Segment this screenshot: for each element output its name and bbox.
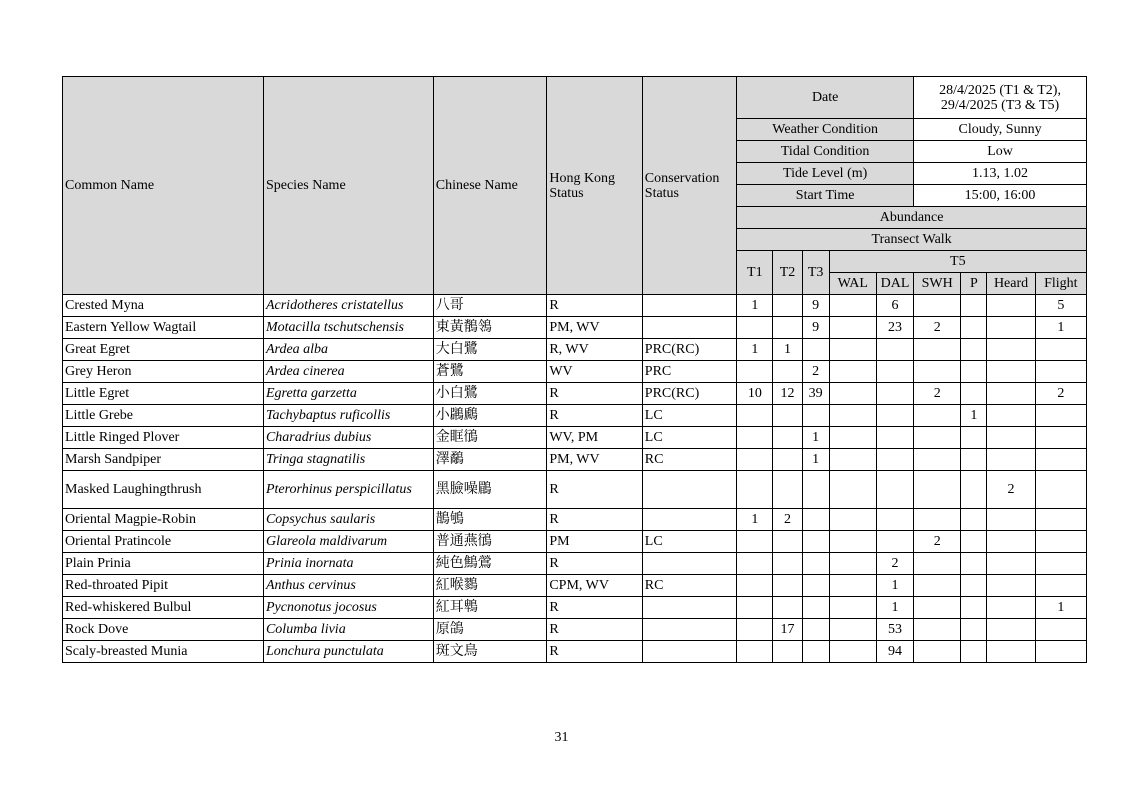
count-cell-t3: 9 xyxy=(802,317,829,339)
species-name-cell: Lonchura punctulata xyxy=(263,641,433,663)
tidal-label: Tidal Condition xyxy=(737,141,914,163)
count-cell-t2 xyxy=(773,361,802,383)
count-cell-p xyxy=(961,317,987,339)
count-cell-wal xyxy=(829,295,876,317)
species-name-cell: Egretta garzetta xyxy=(263,383,433,405)
count-cell-heard xyxy=(987,619,1035,641)
count-cell-flight xyxy=(1035,427,1086,449)
count-cell-flight xyxy=(1035,471,1086,509)
count-cell-t1 xyxy=(737,553,773,575)
count-cell-t2: 2 xyxy=(773,509,802,531)
chinese-name-cell: 普通燕鴴 xyxy=(433,531,547,553)
count-cell-heard xyxy=(987,597,1035,619)
count-cell-wal xyxy=(829,405,876,427)
table-row xyxy=(63,295,1087,317)
count-cell-t2 xyxy=(773,641,802,663)
count-cell-t2: 17 xyxy=(773,619,802,641)
count-cell-heard xyxy=(987,509,1035,531)
conservation-status-cell xyxy=(642,509,736,531)
count-cell-flight xyxy=(1035,575,1086,597)
hk-status-cell: R xyxy=(547,471,642,509)
table-row xyxy=(63,619,1087,641)
chinese-name-cell: 鵲鴝 xyxy=(433,509,547,531)
count-cell-heard xyxy=(987,553,1035,575)
count-cell-swh: 2 xyxy=(914,531,961,553)
count-cell-heard xyxy=(987,361,1035,383)
t5-label: T5 xyxy=(829,251,1086,273)
table-row xyxy=(63,361,1087,383)
chinese-name-cell: 東黃鶺鴒 xyxy=(433,317,547,339)
count-cell-p xyxy=(961,361,987,383)
count-cell-swh xyxy=(914,553,961,575)
count-cell-dal: 2 xyxy=(876,553,913,575)
count-cell-t3 xyxy=(802,509,829,531)
header-species-name: Species Name xyxy=(263,77,433,295)
header-conservation-status: Conservation Status xyxy=(642,77,736,295)
conservation-status-cell: LC xyxy=(642,405,736,427)
column-swh: SWH xyxy=(914,273,961,295)
header-hk-status: Hong Kong Status xyxy=(547,77,642,295)
conservation-status-cell: PRC(RC) xyxy=(642,383,736,405)
transect-walk-label: Transect Walk xyxy=(737,229,1087,251)
table-row xyxy=(63,597,1087,619)
count-cell-p xyxy=(961,597,987,619)
header-common-name: Common Name xyxy=(63,77,264,295)
count-cell-t2 xyxy=(773,471,802,509)
count-cell-dal xyxy=(876,383,913,405)
count-cell-swh xyxy=(914,509,961,531)
count-cell-t3: 9 xyxy=(802,295,829,317)
conservation-status-cell xyxy=(642,553,736,575)
count-cell-t1: 10 xyxy=(737,383,773,405)
chinese-name-cell: 八哥 xyxy=(433,295,547,317)
chinese-name-cell: 金眶鴴 xyxy=(433,427,547,449)
count-cell-dal xyxy=(876,339,913,361)
conservation-status-cell: PRC(RC) xyxy=(642,339,736,361)
count-cell-flight: 2 xyxy=(1035,383,1086,405)
species-name-cell: Tringa stagnatilis xyxy=(263,449,433,471)
column-t2: T2 xyxy=(773,251,802,295)
common-name-cell: Rock Dove xyxy=(63,619,264,641)
count-cell-dal xyxy=(876,531,913,553)
conservation-status-cell xyxy=(642,641,736,663)
common-name-cell: Marsh Sandpiper xyxy=(63,449,264,471)
count-cell-dal: 1 xyxy=(876,597,913,619)
hk-status-cell: PM, WV xyxy=(547,317,642,339)
species-name-cell: Charadrius dubius xyxy=(263,427,433,449)
species-name-cell: Motacilla tschutschensis xyxy=(263,317,433,339)
count-cell-swh xyxy=(914,361,961,383)
count-cell-swh xyxy=(914,619,961,641)
count-cell-t1 xyxy=(737,361,773,383)
hk-status-cell: R xyxy=(547,295,642,317)
tidal-value: Low xyxy=(914,141,1087,163)
count-cell-p xyxy=(961,641,987,663)
count-cell-swh xyxy=(914,449,961,471)
conservation-status-cell: RC xyxy=(642,575,736,597)
conservation-status-cell: LC xyxy=(642,531,736,553)
tide-level-label: Tide Level (m) xyxy=(737,163,914,185)
common-name-cell: Eastern Yellow Wagtail xyxy=(63,317,264,339)
common-name-cell: Oriental Magpie-Robin xyxy=(63,509,264,531)
count-cell-flight xyxy=(1035,553,1086,575)
count-cell-flight xyxy=(1035,619,1086,641)
common-name-cell: Little Grebe xyxy=(63,405,264,427)
chinese-name-cell: 小白鷺 xyxy=(433,383,547,405)
column-wal: WAL xyxy=(829,273,876,295)
count-cell-t2: 12 xyxy=(773,383,802,405)
conservation-status-cell xyxy=(642,295,736,317)
chinese-name-cell: 紅喉鷚 xyxy=(433,575,547,597)
table-row xyxy=(63,449,1087,471)
count-cell-swh xyxy=(914,471,961,509)
count-cell-wal xyxy=(829,427,876,449)
table-row xyxy=(63,405,1087,427)
hk-status-cell: R xyxy=(547,509,642,531)
count-cell-flight xyxy=(1035,509,1086,531)
count-cell-t1 xyxy=(737,427,773,449)
count-cell-heard xyxy=(987,641,1035,663)
count-cell-swh xyxy=(914,641,961,663)
column-flight: Flight xyxy=(1035,273,1086,295)
table-row xyxy=(63,509,1087,531)
count-cell-wal xyxy=(829,317,876,339)
count-cell-heard xyxy=(987,575,1035,597)
count-cell-t3: 1 xyxy=(802,449,829,471)
count-cell-flight: 5 xyxy=(1035,295,1086,317)
conservation-status-cell xyxy=(642,471,736,509)
hk-status-cell: CPM, WV xyxy=(547,575,642,597)
count-cell-t2 xyxy=(773,405,802,427)
common-name-cell: Red-whiskered Bulbul xyxy=(63,597,264,619)
count-cell-t3 xyxy=(802,575,829,597)
count-cell-wal xyxy=(829,641,876,663)
conservation-status-cell xyxy=(642,597,736,619)
chinese-name-cell: 紅耳鵯 xyxy=(433,597,547,619)
count-cell-t1 xyxy=(737,317,773,339)
count-cell-flight xyxy=(1035,361,1086,383)
weather-label: Weather Condition xyxy=(737,119,914,141)
column-t1: T1 xyxy=(737,251,773,295)
start-time-value: 15:00, 16:00 xyxy=(914,185,1087,207)
common-name-cell: Plain Prinia xyxy=(63,553,264,575)
hk-status-cell: R xyxy=(547,553,642,575)
count-cell-heard xyxy=(987,317,1035,339)
count-cell-p xyxy=(961,509,987,531)
chinese-name-cell: 澤鷸 xyxy=(433,449,547,471)
species-name-cell: Columba livia xyxy=(263,619,433,641)
count-cell-wal xyxy=(829,553,876,575)
count-cell-dal xyxy=(876,405,913,427)
chinese-name-cell: 黑臉噪鶥 xyxy=(433,471,547,509)
count-cell-heard xyxy=(987,295,1035,317)
count-cell-p: 1 xyxy=(961,405,987,427)
count-cell-t1 xyxy=(737,449,773,471)
table-row xyxy=(63,471,1087,509)
common-name-cell: Great Egret xyxy=(63,339,264,361)
count-cell-t1 xyxy=(737,619,773,641)
table-row xyxy=(63,531,1087,553)
chinese-name-cell: 蒼鷺 xyxy=(433,361,547,383)
hk-status-cell: R xyxy=(547,383,642,405)
count-cell-flight: 1 xyxy=(1035,597,1086,619)
count-cell-swh xyxy=(914,427,961,449)
species-name-cell: Glareola maldivarum xyxy=(263,531,433,553)
common-name-cell: Little Ringed Plover xyxy=(63,427,264,449)
conservation-status-cell: LC xyxy=(642,427,736,449)
weather-value: Cloudy, Sunny xyxy=(914,119,1087,141)
count-cell-swh xyxy=(914,339,961,361)
hk-status-cell: WV xyxy=(547,361,642,383)
species-name-cell: Prinia inornata xyxy=(263,553,433,575)
count-cell-dal xyxy=(876,449,913,471)
chinese-name-cell: 斑文鳥 xyxy=(433,641,547,663)
count-cell-t1 xyxy=(737,597,773,619)
count-cell-wal xyxy=(829,619,876,641)
species-name-cell: Tachybaptus ruficollis xyxy=(263,405,433,427)
count-cell-dal xyxy=(876,509,913,531)
hk-status-cell: R, WV xyxy=(547,339,642,361)
count-cell-t3 xyxy=(802,531,829,553)
count-cell-t3: 2 xyxy=(802,361,829,383)
count-cell-dal: 53 xyxy=(876,619,913,641)
count-cell-heard xyxy=(987,427,1035,449)
count-cell-t1 xyxy=(737,531,773,553)
conservation-status-cell: PRC xyxy=(642,361,736,383)
count-cell-t2 xyxy=(773,575,802,597)
count-cell-heard xyxy=(987,383,1035,405)
count-cell-dal: 6 xyxy=(876,295,913,317)
table-row xyxy=(63,641,1087,663)
table-row xyxy=(63,339,1087,361)
chinese-name-cell: 大白鷺 xyxy=(433,339,547,361)
count-cell-p xyxy=(961,449,987,471)
common-name-cell: Crested Myna xyxy=(63,295,264,317)
count-cell-t3: 39 xyxy=(802,383,829,405)
count-cell-swh: 2 xyxy=(914,383,961,405)
count-cell-swh xyxy=(914,575,961,597)
table-row xyxy=(63,575,1087,597)
chinese-name-cell: 純色鷦鶯 xyxy=(433,553,547,575)
count-cell-wal xyxy=(829,509,876,531)
hk-status-cell: PM xyxy=(547,531,642,553)
count-cell-flight xyxy=(1035,449,1086,471)
count-cell-t2 xyxy=(773,597,802,619)
count-cell-t3: 1 xyxy=(802,427,829,449)
species-name-cell: Acridotheres cristatellus xyxy=(263,295,433,317)
column-t3: T3 xyxy=(802,251,829,295)
count-cell-wal xyxy=(829,361,876,383)
start-time-label: Start Time xyxy=(737,185,914,207)
species-name-cell: Pterorhinus perspicillatus xyxy=(263,471,433,509)
count-cell-t3 xyxy=(802,339,829,361)
abundance-label: Abundance xyxy=(737,207,1087,229)
table-row xyxy=(63,317,1087,339)
table-row xyxy=(63,553,1087,575)
count-cell-wal xyxy=(829,471,876,509)
species-name-cell: Ardea alba xyxy=(263,339,433,361)
count-cell-heard xyxy=(987,405,1035,427)
count-cell-t1: 1 xyxy=(737,339,773,361)
header-chinese-name: Chinese Name xyxy=(433,77,547,295)
count-cell-t1 xyxy=(737,405,773,427)
count-cell-flight xyxy=(1035,641,1086,663)
hk-status-cell: PM, WV xyxy=(547,449,642,471)
count-cell-swh xyxy=(914,405,961,427)
count-cell-flight xyxy=(1035,405,1086,427)
count-cell-swh xyxy=(914,295,961,317)
count-cell-heard xyxy=(987,531,1035,553)
count-cell-heard xyxy=(987,449,1035,471)
count-cell-t3 xyxy=(802,471,829,509)
common-name-cell: Oriental Pratincole xyxy=(63,531,264,553)
count-cell-heard: 2 xyxy=(987,471,1035,509)
count-cell-t2 xyxy=(773,295,802,317)
count-cell-wal xyxy=(829,383,876,405)
count-cell-wal xyxy=(829,449,876,471)
column-dal: DAL xyxy=(876,273,913,295)
species-name-cell: Copsychus saularis xyxy=(263,509,433,531)
count-cell-heard xyxy=(987,339,1035,361)
count-cell-t1 xyxy=(737,471,773,509)
count-cell-t2 xyxy=(773,317,802,339)
count-cell-flight xyxy=(1035,339,1086,361)
count-cell-p xyxy=(961,619,987,641)
date-value: 28/4/2025 (T1 & T2), 29/4/2025 (T3 & T5) xyxy=(914,77,1087,119)
tide-level-value: 1.13, 1.02 xyxy=(914,163,1087,185)
count-cell-dal xyxy=(876,361,913,383)
count-cell-p xyxy=(961,471,987,509)
conservation-status-cell: RC xyxy=(642,449,736,471)
table-row xyxy=(63,427,1087,449)
count-cell-flight xyxy=(1035,531,1086,553)
count-cell-t2 xyxy=(773,553,802,575)
page-number: 31 xyxy=(554,730,569,745)
hk-status-cell: R xyxy=(547,619,642,641)
count-cell-p xyxy=(961,295,987,317)
count-cell-t1 xyxy=(737,641,773,663)
count-cell-t3 xyxy=(802,641,829,663)
count-cell-p xyxy=(961,531,987,553)
count-cell-wal xyxy=(829,339,876,361)
common-name-cell: Little Egret xyxy=(63,383,264,405)
common-name-cell: Masked Laughingthrush xyxy=(63,471,264,509)
species-name-cell: Anthus cervinus xyxy=(263,575,433,597)
conservation-status-cell xyxy=(642,317,736,339)
column-heard: Heard xyxy=(987,273,1035,295)
bird-survey-table xyxy=(62,76,1087,663)
species-name-cell: Pycnonotus jocosus xyxy=(263,597,433,619)
count-cell-p xyxy=(961,575,987,597)
count-cell-t2 xyxy=(773,427,802,449)
count-cell-flight: 1 xyxy=(1035,317,1086,339)
hk-status-cell: R xyxy=(547,641,642,663)
count-cell-dal: 94 xyxy=(876,641,913,663)
count-cell-t3 xyxy=(802,597,829,619)
hk-status-cell: WV, PM xyxy=(547,427,642,449)
count-cell-p xyxy=(961,427,987,449)
count-cell-p xyxy=(961,383,987,405)
count-cell-wal xyxy=(829,575,876,597)
count-cell-dal: 23 xyxy=(876,317,913,339)
count-cell-swh xyxy=(914,597,961,619)
count-cell-t2 xyxy=(773,449,802,471)
count-cell-p xyxy=(961,553,987,575)
chinese-name-cell: 小鸊鷉 xyxy=(433,405,547,427)
date-label: Date xyxy=(737,77,914,119)
count-cell-t1: 1 xyxy=(737,509,773,531)
table-row xyxy=(63,383,1087,405)
species-name-cell: Ardea cinerea xyxy=(263,361,433,383)
count-cell-wal xyxy=(829,531,876,553)
chinese-name-cell: 原鴿 xyxy=(433,619,547,641)
common-name-cell: Grey Heron xyxy=(63,361,264,383)
count-cell-t2 xyxy=(773,531,802,553)
count-cell-t3 xyxy=(802,619,829,641)
count-cell-swh: 2 xyxy=(914,317,961,339)
count-cell-t2: 1 xyxy=(773,339,802,361)
hk-status-cell: R xyxy=(547,405,642,427)
count-cell-t1: 1 xyxy=(737,295,773,317)
count-cell-wal xyxy=(829,597,876,619)
common-name-cell: Scaly-breasted Munia xyxy=(63,641,264,663)
count-cell-dal xyxy=(876,427,913,449)
count-cell-t1 xyxy=(737,575,773,597)
count-cell-p xyxy=(961,339,987,361)
count-cell-dal xyxy=(876,471,913,509)
count-cell-t3 xyxy=(802,405,829,427)
count-cell-t3 xyxy=(802,553,829,575)
hk-status-cell: R xyxy=(547,597,642,619)
column-p: P xyxy=(961,273,987,295)
count-cell-dal: 1 xyxy=(876,575,913,597)
common-name-cell: Red-throated Pipit xyxy=(63,575,264,597)
conservation-status-cell xyxy=(642,619,736,641)
